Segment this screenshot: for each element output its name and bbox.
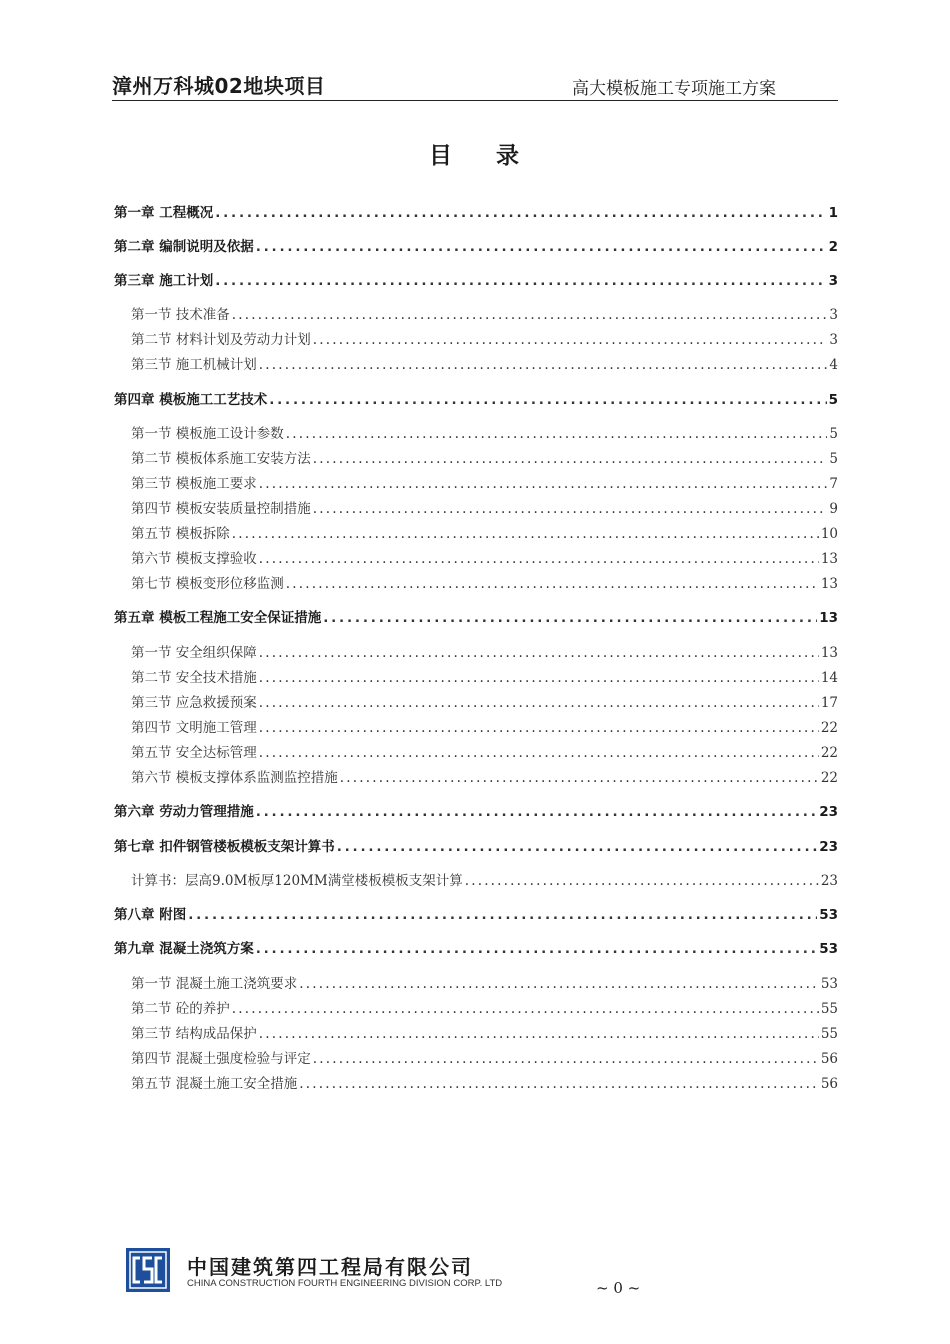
toc-entry-label: 第一节 安全组织保障: [131, 645, 257, 661]
toc-entry-page: 2: [828, 239, 838, 255]
toc-entry-chapter[interactable]: [114, 391, 838, 409]
toc-entry-page: 53: [819, 907, 838, 923]
toc-entry-section[interactable]: [114, 644, 838, 662]
toc-entry-page: 17: [820, 695, 838, 711]
dot-leader: [256, 803, 818, 821]
toc-entry-label: 第一节 模板施工设计参数: [131, 426, 284, 442]
toc-entry-page: 5: [828, 392, 838, 408]
toc-entry-page: 9: [829, 501, 838, 517]
toc-entry-page: 22: [820, 745, 838, 761]
toc-entry-label: 计算书：层高9.0M板厚120MM满堂楼板模板支架计算: [131, 873, 463, 889]
dot-leader: [286, 575, 819, 593]
toc-entry-page: 13: [820, 551, 838, 567]
toc-entry-label: 第三节 施工机械计划: [131, 357, 257, 373]
company-name-cn: 中国建筑第四工程局有限公司: [187, 1255, 473, 1279]
toc-entry-page: 23: [819, 839, 838, 855]
dot-leader: [269, 391, 826, 409]
toc-entry-page: 53: [820, 976, 838, 992]
toc-entry-label: 第二章 编制说明及依据: [114, 239, 254, 255]
toc-entry-label: 第六章 劳动力管理措施: [114, 804, 254, 820]
toc-entry-page: 53: [819, 941, 838, 957]
toc-entry-page: 55: [820, 1001, 838, 1017]
toc-entry-label: 第九章 混凝土浇筑方案: [114, 941, 254, 957]
toc-entry-page: 4: [829, 357, 838, 373]
toc-entry-label: 第四节 文明施工管理: [131, 720, 257, 736]
toc-title: 目 录: [428, 143, 521, 169]
toc-entry-page: 22: [820, 770, 838, 786]
toc-entry-label: 第六节 模板支撑体系监测监控措施: [131, 770, 338, 786]
dot-leader: [259, 550, 819, 568]
toc-entry-section[interactable]: [114, 669, 838, 687]
dot-leader: [299, 1075, 819, 1093]
toc-entry-section[interactable]: [114, 975, 838, 993]
toc-entry-section[interactable]: [114, 694, 838, 712]
toc-entry-label: 第二节 材料计划及劳动力计划: [131, 332, 311, 348]
toc-entry-chapter[interactable]: [114, 238, 838, 256]
dot-leader: [232, 1000, 819, 1018]
dot-leader: [259, 669, 819, 687]
toc-entry-section[interactable]: [114, 769, 838, 787]
toc-entry-label: 第二节 砼的养护: [131, 1001, 230, 1017]
toc-entry-label: 第一章 工程概况: [114, 205, 214, 221]
toc-entry-chapter[interactable]: [114, 906, 838, 924]
toc-entry-label: 第二节 安全技术措施: [131, 670, 257, 686]
toc-entry-label: 第五节 混凝土施工安全措施: [131, 1076, 298, 1092]
toc-entry-section[interactable]: [114, 744, 838, 762]
toc-entry-section[interactable]: [114, 1050, 838, 1068]
toc-entry-section[interactable]: [114, 450, 838, 468]
toc-entry-section[interactable]: [114, 425, 838, 443]
dot-leader: [313, 331, 828, 349]
dot-leader: [340, 769, 819, 787]
dot-leader: [215, 272, 826, 290]
toc-entry-section[interactable]: [114, 475, 838, 493]
toc-entry-chapter[interactable]: [114, 609, 838, 627]
toc-entry-label: 第五章 模板工程施工安全保证措施: [114, 610, 322, 626]
toc-entry-chapter[interactable]: [114, 940, 838, 958]
toc-entry-label: 第四节 混凝土强度检验与评定: [131, 1051, 311, 1067]
toc-entry-page: 14: [820, 670, 838, 686]
dot-leader: [232, 306, 828, 324]
toc-entry-page: 3: [829, 307, 838, 323]
dot-leader: [259, 356, 828, 374]
toc-entry-page: 22: [820, 720, 838, 736]
toc-entry-chapter[interactable]: [114, 272, 838, 290]
toc-entry-page: 1: [828, 205, 838, 221]
dot-leader: [259, 719, 819, 737]
toc-entry-label: 第三章 施工计划: [114, 273, 214, 289]
toc-entry-page: 7: [829, 476, 838, 492]
toc-entry-section[interactable]: [114, 550, 838, 568]
company-name-en: CHINA CONSTRUCTION FOURTH ENGINEERING DIVISION CORP. LTD: [187, 1278, 503, 1289]
dot-leader: [465, 872, 819, 890]
toc-entry-label: 第七章 扣件钢管楼板模板支架计算书: [114, 839, 335, 855]
toc-entry-section[interactable]: [114, 872, 838, 890]
dot-leader: [259, 644, 819, 662]
cscec-logo-icon: [126, 1248, 170, 1292]
project-name: 漳州万科城02地块项目: [112, 74, 326, 98]
dot-leader: [256, 238, 827, 256]
dot-leader: [259, 475, 828, 493]
toc-entry-page: 3: [829, 332, 838, 348]
toc-entry-page: 5: [829, 451, 838, 467]
toc-entry-page: 56: [820, 1076, 838, 1092]
toc-entry-label: 第六节 模板支撑验收: [131, 551, 257, 567]
toc-entry-label: 第三节 应急救援预案: [131, 695, 257, 711]
dot-leader: [313, 500, 828, 518]
toc-entry-section[interactable]: [114, 356, 838, 374]
toc-entry-page: 55: [820, 1026, 838, 1042]
toc-entry-page: 5: [829, 426, 838, 442]
toc-entry-page: 56: [820, 1051, 838, 1067]
dot-leader: [323, 609, 817, 627]
dot-leader: [215, 204, 826, 222]
toc-entry-page: 3: [828, 273, 838, 289]
toc-entry-section[interactable]: [114, 1075, 838, 1093]
dot-leader: [256, 940, 818, 958]
toc-entry-section[interactable]: [114, 1000, 838, 1018]
toc-entry-label: 第七节 模板变形位移监测: [131, 576, 284, 592]
toc-entry-label: 第五节 安全达标管理: [131, 745, 257, 761]
dot-leader: [259, 1025, 819, 1043]
toc-entry-label: 第三节 结构成品保护: [131, 1026, 257, 1042]
dot-leader: [313, 1050, 819, 1068]
toc-entry-label: 第四章 模板施工工艺技术: [114, 392, 268, 408]
table-of-contents: [114, 0, 838, 1100]
dot-leader: [188, 906, 817, 924]
toc-entry-section[interactable]: [114, 306, 838, 324]
toc-entry-page: 13: [820, 645, 838, 661]
dot-leader: [337, 838, 818, 856]
toc-entry-section[interactable]: [114, 525, 838, 543]
toc-entry-label: 第五节 模板拆除: [131, 526, 230, 542]
toc-entry-page: 23: [820, 873, 838, 889]
toc-entry-section[interactable]: [114, 1025, 838, 1043]
toc-entry-page: 13: [820, 576, 838, 592]
toc-entry-label: 第三节 模板施工要求: [131, 476, 257, 492]
toc-entry-label: 第一节 技术准备: [131, 307, 230, 323]
toc-entry-section[interactable]: [114, 719, 838, 737]
document-title: 高大模板施工专项施工方案: [572, 79, 776, 99]
dot-leader: [313, 450, 828, 468]
dot-leader: [286, 425, 828, 443]
dot-leader: [232, 525, 819, 543]
toc-entry-label: 第四节 模板安装质量控制措施: [131, 501, 311, 517]
dot-leader: [259, 694, 819, 712]
dot-leader: [259, 744, 819, 762]
toc-entry-section[interactable]: [114, 500, 838, 518]
toc-entry-page: 23: [819, 804, 838, 820]
toc-entry-label: 第一节 混凝土施工浇筑要求: [131, 976, 298, 992]
toc-entry-page: 10: [820, 526, 838, 542]
toc-entry-chapter[interactable]: [114, 803, 838, 821]
toc-entry-chapter[interactable]: [114, 204, 838, 222]
page-number: ~ 0 ~: [596, 1279, 641, 1297]
dot-leader: [299, 975, 819, 993]
toc-entry-chapter[interactable]: [114, 838, 838, 856]
toc-entry-section[interactable]: [114, 331, 838, 349]
toc-entry-label: 第八章 附图: [114, 907, 187, 923]
toc-entry-page: 13: [819, 610, 838, 626]
toc-entry-label: 第二节 模板体系施工安装方法: [131, 451, 311, 467]
toc-entry-section[interactable]: [114, 575, 838, 593]
